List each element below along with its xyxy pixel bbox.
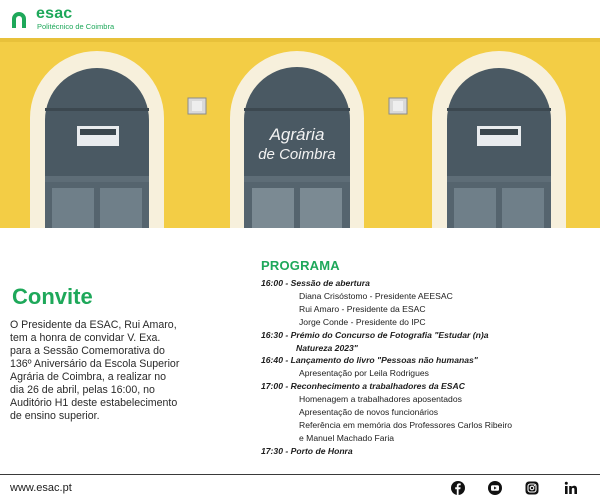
sign-text-line2: de Coimbra <box>258 146 336 163</box>
esac-logo-icon <box>10 10 28 28</box>
program-list <box>261 277 591 458</box>
program-subitem: Apresentação por Leila Rodrigues <box>299 368 429 379</box>
program-section <box>261 258 591 458</box>
website-link[interactable]: www.esac.pt <box>10 482 72 494</box>
program-item: 17:00 - Reconhecimento a trabalhadores da ESAC <box>261 381 465 392</box>
linkedin-icon[interactable] <box>564 481 578 495</box>
invite-title: Convite <box>12 284 93 309</box>
program-item: 16:00 - Sessão de abertura <box>261 278 370 288</box>
brand-subtitle: Politécnico de Coimbra <box>37 22 115 31</box>
program-subitem: Diana Crisóstomo - Presidente AEESAC <box>299 290 453 301</box>
invite-text <box>10 319 210 423</box>
youtube-icon[interactable] <box>488 481 502 495</box>
program-subitem: Referência em memória dos Professores Carlos Ribeiro <box>299 419 513 430</box>
program-item: 16:30 - Prémio do Concurso de Fotografia "Estudar (n)a <box>261 329 489 340</box>
program-item: 16:40 - Lançamento do livro "Pessoas não humanas" <box>261 355 478 366</box>
program-subitem: Jorge Conde - Presidente do IPC <box>299 316 426 327</box>
invite-line: de ensino superior. <box>10 410 100 422</box>
program-item-continued: Natureza 2023" <box>296 342 358 353</box>
program-subitem: Homenagem a trabalhadores aposentados <box>299 394 462 405</box>
footer-divider <box>0 474 600 475</box>
brand-name: esac <box>36 5 73 22</box>
building-facade-image <box>0 38 600 228</box>
program-subitem: e Manuel Machado Faria <box>299 432 395 443</box>
invite-line: dia 26 de abril, pelas 16:00, no <box>10 384 155 396</box>
invite-line: Agrária de Coimbra, a realizar no <box>10 371 167 383</box>
invite-line: O Presidente da ESAC, Rui Amaro, <box>10 319 177 331</box>
instagram-icon[interactable] <box>525 481 539 495</box>
sign-text-line1: Agrária <box>269 125 325 144</box>
invite-line: 136º Aniversário da Escola Superior <box>10 358 180 370</box>
program-item: 17:30 - Porto de Honra <box>261 445 353 456</box>
invite-line: para a Sessão Comemorativa do <box>10 345 165 357</box>
program-subitem: Apresentação de novos funcionários <box>299 407 439 418</box>
program-title: PROGRAMA <box>261 258 340 273</box>
invite-line: tem a honra de convidar V. Exa. <box>10 332 161 344</box>
program-subitem: Rui Amaro - Presidente da ESAC <box>299 303 426 314</box>
facebook-icon[interactable] <box>451 481 465 495</box>
header <box>0 0 600 38</box>
building-photo <box>0 38 600 228</box>
invite-line: Auditório H1 deste estabelecimento <box>10 397 178 409</box>
